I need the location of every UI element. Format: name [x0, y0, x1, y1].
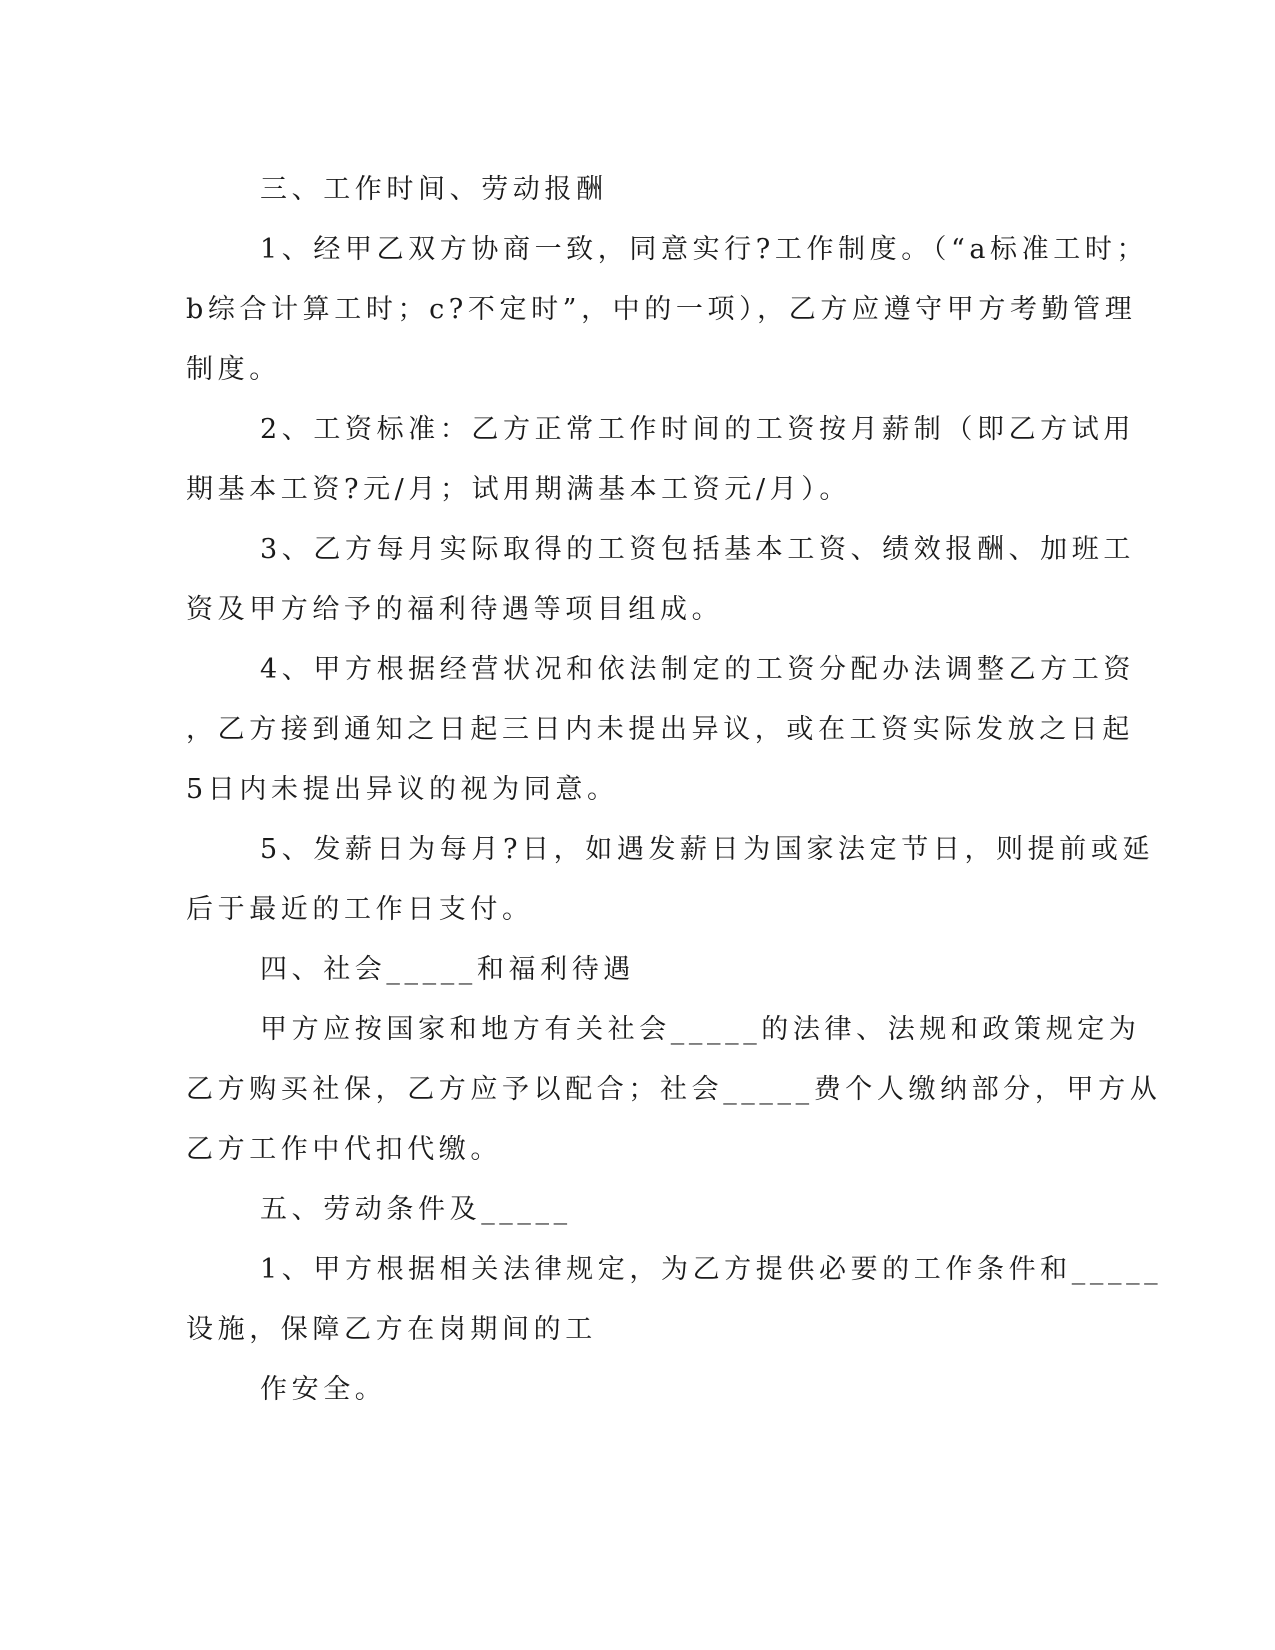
section-heading-3: 三、工作时间、劳动报酬 — [260, 174, 608, 205]
paragraph-line: 乙方购买社保，乙方应予以配合；社会_____费个人缴纳部分，甲方从 — [186, 1074, 1162, 1105]
section-heading-5: 五、劳动条件及_____ — [260, 1194, 572, 1225]
paragraph-line: 5、发薪日为每月?日，如遇发薪日为国家法定节日，则提前或延 — [260, 834, 1155, 865]
paragraph-line: b综合计算工时；c?不定时”，中的一项），乙方应遵守甲方考勤管理 — [186, 294, 1137, 325]
paragraph-line: 5日内未提出异议的视为同意。 — [186, 774, 619, 805]
paragraph-line: 后于最近的工作日支付。 — [186, 894, 534, 925]
paragraph-line: 设施，保障乙方在岗期间的工 — [186, 1314, 597, 1345]
section-heading-4: 四、社会_____和福利待遇 — [260, 954, 635, 985]
paragraph-line: 期基本工资?元/月；试用期满基本工资元/月）。 — [186, 474, 851, 505]
document-body — [186, 160, 1163, 1420]
paragraph-line: 2、工资标准：乙方正常工作时间的工资按月薪制（即乙方试用 — [260, 414, 1135, 445]
paragraph-line: 3、乙方每月实际取得的工资包括基本工资、绩效报酬、加班工 — [260, 534, 1135, 565]
paragraph-line: 4、甲方根据经营状况和依法制定的工资分配办法调整乙方工资 — [260, 654, 1135, 685]
paragraph-line: 作安全。 — [260, 1374, 387, 1405]
paragraph-line: ，乙方接到通知之日起三日内未提出异议，或在工资实际发放之日起 — [186, 714, 1134, 745]
paragraph-line: 乙方工作中代扣代缴。 — [186, 1134, 502, 1165]
paragraph-line: 资及甲方给予的福利待遇等项目组成。 — [186, 594, 724, 625]
paragraph-line: 1、甲方根据相关法律规定，为乙方提供必要的工作条件和_____ — [260, 1254, 1163, 1285]
paragraph-line: 1、经甲乙双方协商一致，同意实行?工作制度。（“a标准工时； — [260, 234, 1149, 265]
paragraph-line: 甲方应按国家和地方有关社会_____的法律、法规和政策规定为 — [260, 1014, 1141, 1045]
paragraph-line: 制度。 — [186, 354, 281, 385]
